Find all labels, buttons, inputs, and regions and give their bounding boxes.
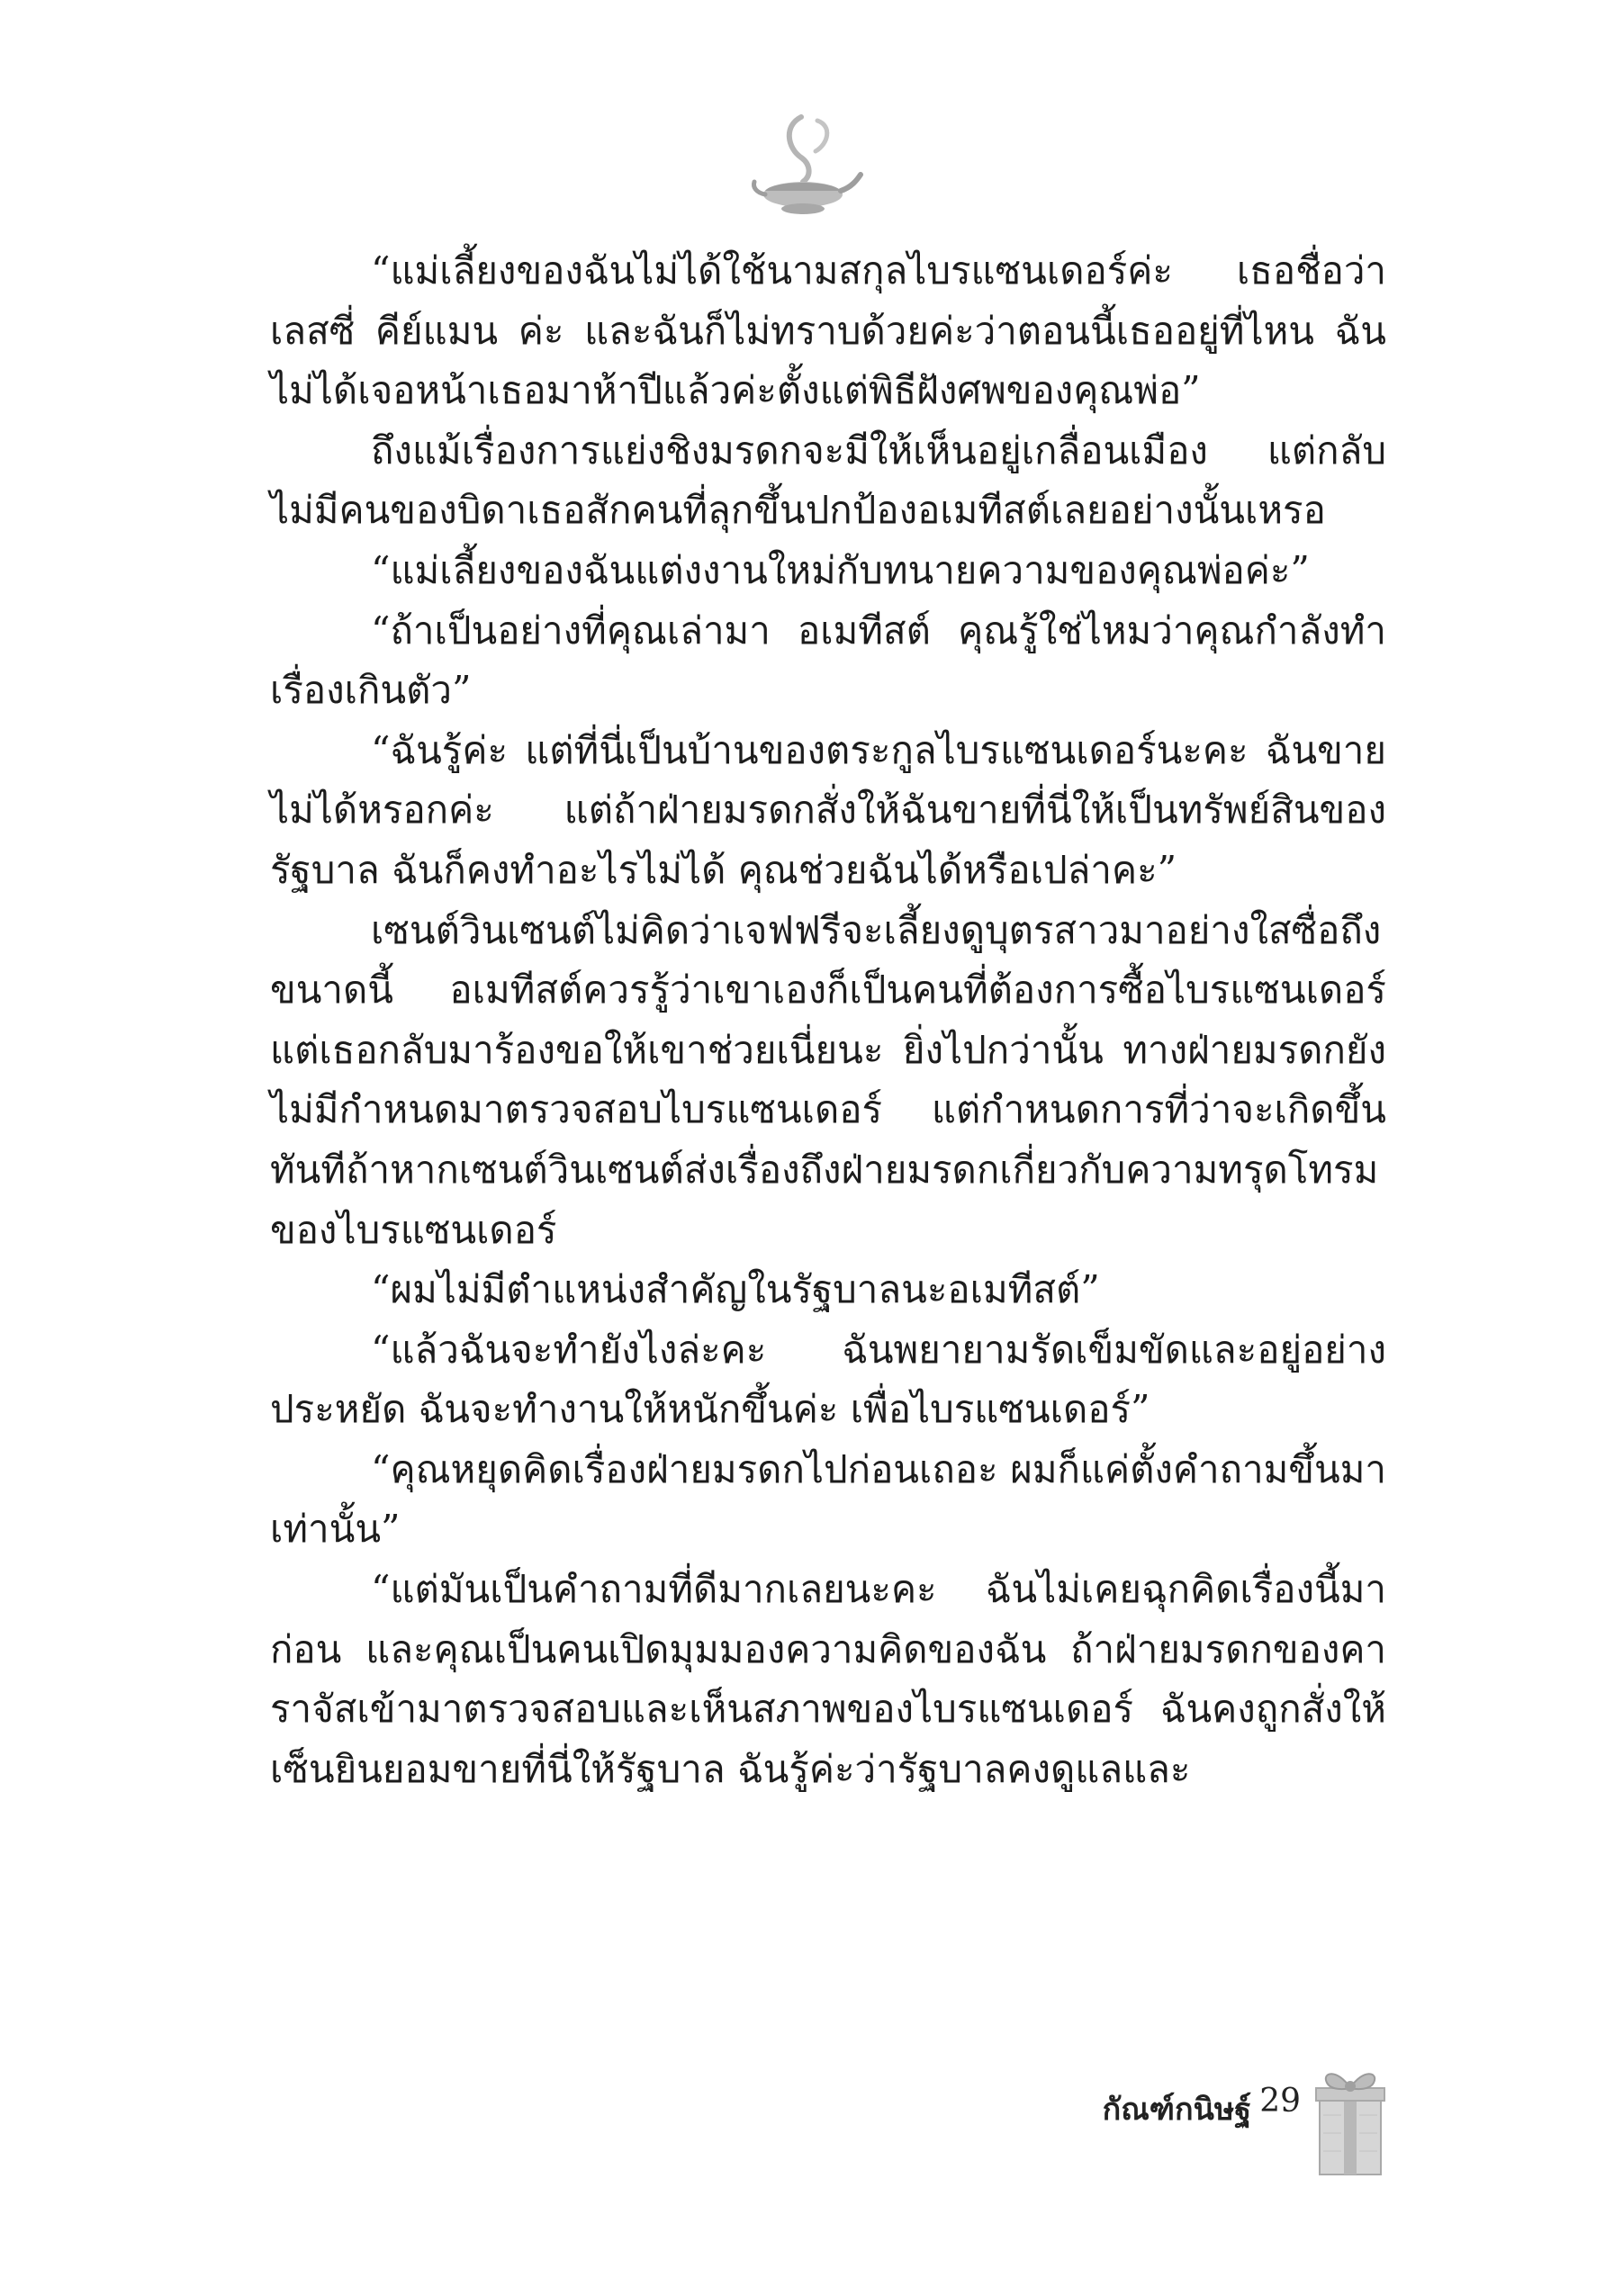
paragraph: “ถ้าเป็นอย่างที่คุณเล่ามา อเมทีสต์ คุณรู้ใช่ไหมว่าคุณกำลังทำเรื่องเกินตัว” <box>270 608 1386 713</box>
paragraph: “คุณหยุดคิดเรื่องฝ่ายมรดกไปก่อนเถอะ ผมก็แค่ตั้งคำถามขึ้นมาเท่านั้น” <box>270 1446 1386 1552</box>
paragraph: “ฉันรู้ค่ะ แต่ที่นี่เป็นบ้านของตระกูลไบรแซนเดอร์นะคะ ฉันขายไม่ได้หรอกค่ะ แต่ถ้าฝ่ายมรดกสั่งให้ฉันขายที่นี่ให้เป็นทรัพย์สินของรัฐบาล ฉันก็คงทำอะไรไม่ได้ คุณช่วยฉันได้หรือเปล่าคะ” <box>270 727 1386 892</box>
paragraph: เซนต์วินเซนต์ไม่คิดว่าเจฟฟรีจะเลี้ยงดูบุตรสาวมาอย่างใสซื่อถึงขนาดนี้ อเมทีสต์ควรรู้ว่าเขาเองก็เป็นคนที่ต้องการซื้อไบรแซนเดอร์ แต่เธอกลับมาร้องขอให้เขาช่วยเนี่ยนะ ยิ่งไปกว่านั้น ทางฝ่ายมรดกยังไม่มีกำหนดมาตรวจสอบไบรแซนเดอร์ แต่กำหนดการที่ว่าจะเกิดขึ้นทันทีถ้าหากเซนต์วินเซนต์ส่งเรื่องถึงฝ่ายมรดกเกี่ยวกับความทรุดโทรมของไบรแซนเดอร์ <box>270 907 1386 1252</box>
page-number: 29 <box>1259 2083 1301 2120</box>
paragraph: “แม่เลี้ยงของฉันแต่งงานใหม่กับทนายความของคุณพ่อค่ะ” <box>371 547 1310 592</box>
paragraph: “ผมไม่มีตำแหน่งสำคัญในรัฐบาลนะอเมทีสต์” <box>371 1267 1100 1312</box>
paragraph: “แต่มันเป็นคำถามที่ดีมากเลยนะคะ ฉันไม่เคยฉุกคิดเรื่องนี้มาก่อน และคุณเป็นคนเปิดมุมมองความคิดของฉัน ถ้าฝ่ายมรดกของคาราจัสเข้ามาตรวจสอบและเห็นสภาพของไบรแซนเดอร์ ฉันคงถูกสั่งให้เซ็นยินยอมขายที่นี่ให้รัฐบาล ฉันรู้ค่ะว่ารัฐบาลคงดูแลและ <box>270 1567 1386 1791</box>
book-title: กัณฑ์กนิษฐ์ <box>1102 2092 1251 2128</box>
gift-box-icon <box>1314 2061 1386 2178</box>
paragraph: “แม่เลี้ยงของฉันไม่ได้ใช้นามสกุลไบรแซนเดอร์ค่ะ เธอชื่อว่า เลสซี่ คีย์แมน ค่ะ และฉันก็ไม่ทราบด้วยค่ะว่าตอนนี้เธออยู่ที่ไหน ฉันไม่ได้เจอหน้าเธอมาห้าปีแล้วค่ะตั้งแต่พิธีฝังศพของคุณพ่อ” <box>270 248 1386 413</box>
page-footer <box>936 2061 1386 2196</box>
body-text <box>270 241 1386 1799</box>
paragraph: ถึงแม้เรื่องการแย่งชิงมรดกจะมีให้เห็นอยู่เกลื่อนเมือง แต่กลับไม่มีคนของบิดาเธอสักคนที่ลุกขึ้นปกป้องอเมทีสต์เลยอย่างนั้นเหรอ <box>270 428 1386 533</box>
paragraph: “แล้วฉันจะทำยังไงล่ะคะ ฉันพยายามรัดเข็มขัดและอยู่อย่างประหยัด ฉันจะทำงานให้หนักขึ้นค่ะ เพื่อไบรแซนเดอร์” <box>270 1327 1386 1432</box>
genie-lamp-icon <box>747 108 864 225</box>
